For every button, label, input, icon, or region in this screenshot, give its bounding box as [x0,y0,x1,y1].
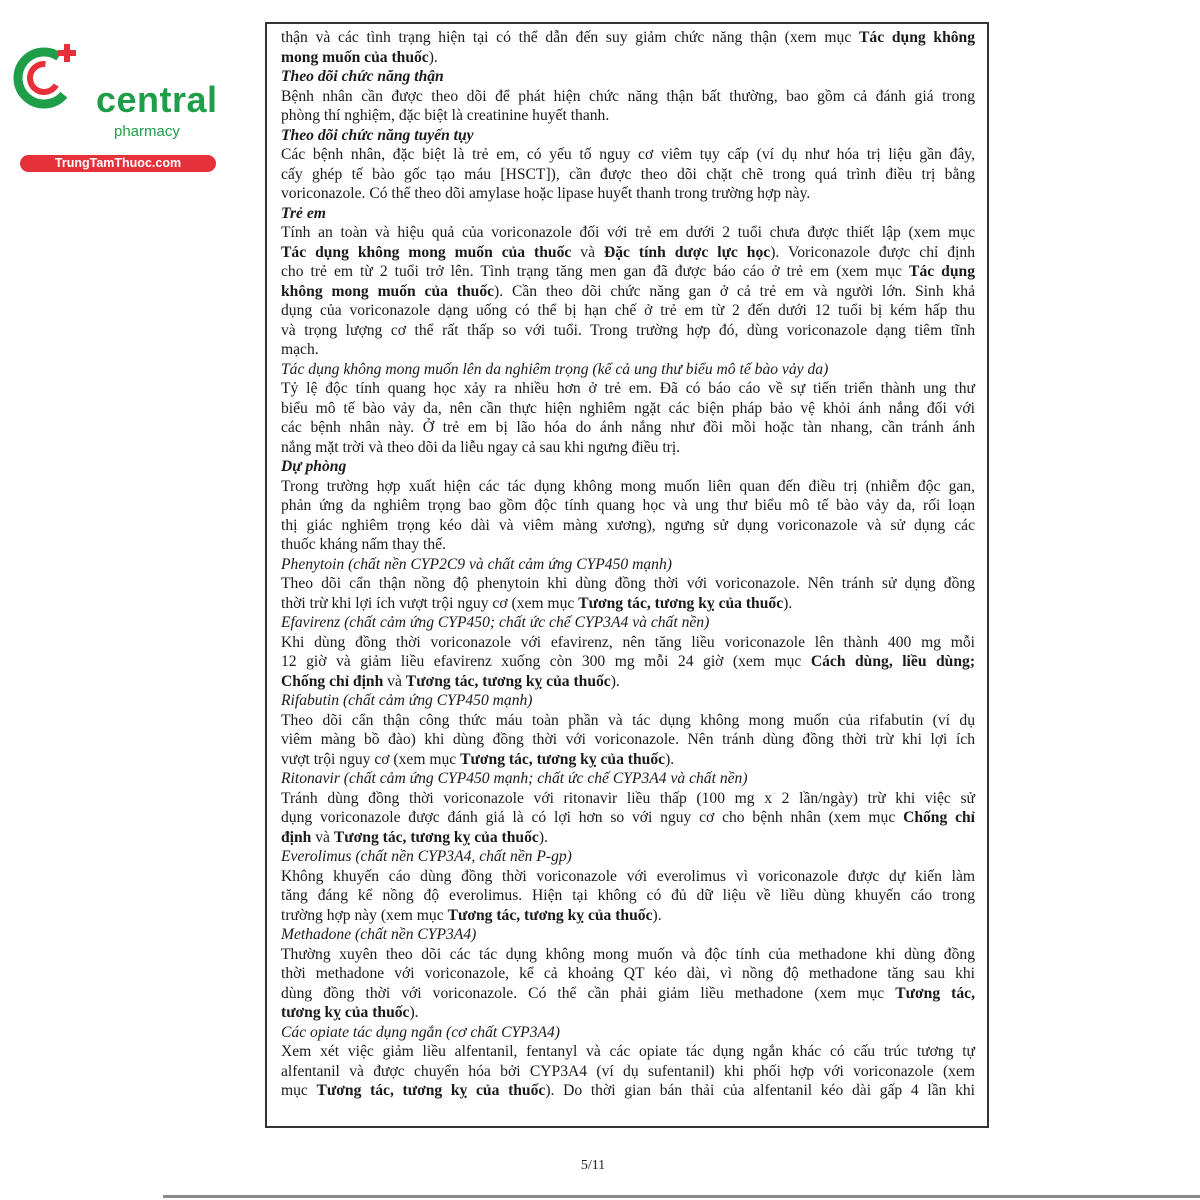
text-run: 12 giờ và giảm liều efavirenz xuống còn 300 mg mỗi 24 giờ (xem mục [281,653,811,670]
text-line [281,321,975,341]
text-line [281,594,975,614]
text-line [281,28,975,48]
text-run: thuốc kháng nấm thay thế. [281,536,446,553]
bold-reference: không mong muốn của thuốc [281,282,495,300]
bold-reference: Tương tác, tương kỵ của thuốc [447,906,653,924]
text-run: Xem xét việc giảm liều alfentanil, fentanyl và các opiate tác dụng ngắn khác có cấu trúc tương tự [281,1043,975,1060]
text-run: Thường xuyên theo dõi các tác dụng không mong muốn và độc tính của methadone khi dùng đồng [281,945,975,963]
bold-reference: định [281,828,312,846]
bold-reference: Chống chỉ [903,809,975,826]
text-line [281,750,975,770]
text-line [281,106,975,126]
brand-subtitle: pharmacy [114,123,180,140]
central-pharmacy-logo [8,38,218,170]
text-run: tăng đáng kể nồng độ everolimus. Hiện tại không có đủ dữ liệu về liều dùng khuyến cáo trong [281,887,975,904]
text-run: ). [538,828,548,846]
text-run: nắng mặt trời và theo dõi da liễu ngay cả sau khi ngưng điều trị. [281,438,681,456]
section-heading [281,126,975,146]
text-run: các bệnh nhân này. Ở trẻ em bị lão hóa do ánh nắng như đồi mồi hoặc tàn nhang, cần tránh ánh [281,419,975,436]
text-run: Dự phòng [281,458,347,475]
text-run: Bệnh nhân cần được theo dõi để phát hiện chức năng thận bất thường, bao gồm cả đánh giá trong [281,87,975,105]
page-number-text: 5/11 [580,1158,606,1173]
text-run: Tính an toàn và hiệu quả của voriconazole đối với trẻ em dưới 2 tuổi chưa được thiết lập (xem mục [281,224,975,241]
text-line [281,633,975,653]
text-line [281,184,975,204]
text-line [281,789,975,809]
text-line [281,379,975,399]
subsection-heading [281,847,975,867]
text-line [281,340,975,360]
text-line [281,477,975,497]
text-line [281,301,975,321]
text-line [281,399,975,419]
text-line [281,711,975,731]
text-run: và [383,672,406,690]
text-run: Các bệnh nhân, đặc biệt là trẻ em, có yếu tố nguy cơ viêm tụy cấp (ví dụ như hóa trị liệu gần đây, [281,146,975,163]
text-line [281,886,975,906]
text-run: Trẻ em [281,204,326,222]
logo-mark-icon [8,38,94,118]
bold-reference: Tác dụng [909,263,975,280]
text-run: Theo dõi chức năng tuyến tụy [281,126,474,144]
bold-reference: Đặc tính dược lực học [603,243,771,261]
text-run: biểu mô tế bào vảy da, nên cần thực hiện nghiêm ngặt các biện pháp bảo vệ khỏi ánh nắng đối với [281,399,975,417]
text-run: Trong trường hợp xuất hiện các tác dụng không mong muốn liên quan đến điều trị (nhiễm độc gan, [281,477,975,495]
text-line [281,418,975,438]
subsection-heading [281,613,975,633]
text-line [281,1081,975,1101]
text-line [281,145,975,165]
subsection-heading [281,360,975,380]
text-line [281,1003,975,1023]
bold-reference: Tương tác, tương kỵ của thuốc [460,750,666,768]
text-run: ). [665,750,675,768]
text-run: phản ứng da nghiêm trọng bao gồm độc tính quang học và ung thư biểu mô tế bào vảy da, rối loạn [281,497,975,514]
section-heading [281,457,975,477]
bold-reference: Tương tác, tương kỵ của thuốc [578,594,784,612]
text-run: Phenytoin (chất nền CYP2C9 và chất cảm ứng CYP450 mạnh) [281,555,672,573]
text-run: Everolimus (chất nền CYP3A4, chất nền P-gp) [281,848,572,865]
section-heading [281,67,975,87]
bold-reference: Tác dụng không [859,29,976,46]
text-run: dụng của voriconazole dạng uống có thể bị hạn chế ở trẻ em từ 2 đến dưới 12 tuổi bị kém hấp thu [281,302,975,319]
text-run: ). Voriconazole được chỉ định [770,243,975,261]
text-run: voriconazole. Có thể theo dõi amylase hoặc lipase huyết thanh trong trường hợp này. [281,185,811,202]
text-run: thị giác nghiêm trọng kéo dài và viêm màng xương), ngưng sử dụng voriconazole và sử dụng các [281,516,975,534]
section-heading [281,204,975,224]
bold-reference: Tương tác, [895,984,975,1002]
text-run: dụng voriconazole được đánh giá là có lợi hơn so với nguy cơ cho bệnh nhân (xem mục [281,809,904,826]
text-line [281,243,975,263]
bold-reference: mong muốn của thuốc [281,48,429,66]
subsection-heading [281,691,975,711]
bold-reference: Tương tác, tương kỵ của thuốc [405,672,611,690]
text-line [281,652,975,672]
text-run: và [311,828,334,846]
text-run: Các opiate tác dụng ngắn (cơ chất CYP3A4) [281,1023,561,1041]
text-line [281,165,975,185]
text-run: cho trẻ em từ 2 tuổi trở lên. Tình trạng tăng men gan đã được báo cáo ở trẻ em (xem mục [281,263,910,280]
text-run: vượt trội nguy cơ (xem mục [281,750,461,768]
text-run: phòng thí nghiệm, đặc biệt là creatinine huyết thanh. [281,107,610,124]
text-run: thời methadone với voriconazole, kể cả khoảng QT kéo dài, vì nồng độ methadone tăng sau khi [281,965,975,982]
text-run: mạch. [281,341,319,358]
text-line [281,984,975,1004]
text-run: dùng đồng thời với voriconazole. Có thể cần phải giảm liều methadone (xem mục [281,984,896,1002]
text-line [281,438,975,458]
text-run: thời trừ khi lợi ích vượt trội nguy cơ (xem mục [281,594,579,612]
text-line [281,672,975,692]
bold-reference: Chống chỉ định [281,672,384,690]
bottom-rule [163,1195,1200,1198]
text-run: ). [783,594,793,612]
text-line [281,867,975,887]
text-run: Tác dụng không mong muốn lên da nghiêm trọng (kể cả ung thư biểu mô tế bào vảy da) [281,360,829,378]
page-number [0,1158,1200,1174]
text-line [281,282,975,302]
text-run: Rifabutin (chất cảm ứng CYP450 mạnh) [281,692,533,709]
text-run: Tỷ lệ độc tính quang học xảy ra nhiều hơn ở trẻ em. Đã có báo cáo về sự tiến triển thành ung thư [281,380,975,397]
text-line [281,574,975,594]
text-line [281,1042,975,1062]
text-run: Theo dõi cẩn thận nồng độ phenytoin khi dùng đồng thời với voriconazole. Nên tránh sử dụng đồng [281,575,975,592]
text-run: và [571,243,604,261]
subsection-heading [281,925,975,945]
text-run: ). Do thời gian bán thải của alfentanil kéo dài gấp 4 lần khi [545,1082,976,1099]
bold-reference: Tương tác, tương kỵ của thuốc [333,828,539,846]
text-run: ). [652,906,662,924]
text-line [281,48,975,68]
text-run: ). [428,48,438,66]
text-line [281,730,975,750]
subsection-heading [281,555,975,575]
brand-name: central [96,79,218,120]
text-run: Efavirenz (chất cảm ứng CYP450; chất ức chế CYP3A4 và chất nền) [281,614,710,631]
text-line [281,964,975,984]
subsection-heading [281,1023,975,1043]
bold-reference: Cách dùng, liều dùng; [810,653,976,670]
text-run: Theo dõi chức năng thận [281,68,444,85]
bold-reference: Tác dụng không mong muốn của thuốc [281,243,572,261]
text-line [281,262,975,282]
text-line [281,496,975,516]
text-run: Methadone (chất nền CYP3A4) [281,926,477,943]
subsection-heading [281,769,975,789]
text-line [281,828,975,848]
text-run: mục [281,1082,317,1099]
text-run: Theo dõi cẩn thận công thức máu toàn phần và tác dụng không mong muốn của rifabutin (ví dụ [281,711,975,729]
document-body [265,22,989,1128]
text-run: ). [409,1004,419,1021]
text-run: ). Cần theo dõi chức năng gan ở cả trẻ em và người lớn. Sinh khả [494,282,975,300]
text-run: Không khuyến cáo dùng đồng thời voriconazole với everolimus vì voriconazole được dự kiến làm [281,867,975,885]
brand-site-banner: TrungTamThuoc.com [20,155,216,172]
bold-reference: Tương tác, tương kỵ của thuốc [316,1082,546,1099]
bold-reference: tương kỵ của thuốc [281,1004,410,1021]
text-line [281,223,975,243]
text-line [281,87,975,107]
text-run: thận và các tình trạng hiện tại có thể dẫn đến suy giảm chức năng thận (xem mục [281,29,859,46]
text-line [281,906,975,926]
text-line [281,535,975,555]
text-run: Khi dùng đồng thời voriconazole với efavirenz, nên tăng liều voriconazole lên thành 400 mg mỗi [281,633,975,651]
text-run: Ritonavir (chất cảm ứng CYP450 mạnh; chất ức chế CYP3A4 và chất nền) [281,770,748,787]
text-run: cấy ghép tế bào gốc tạo máu [HSCT]), cần được theo dõi chặt chẽ trong quá trình điều trị bằng [281,165,975,183]
text-run: ). [610,672,620,690]
text-line [281,945,975,965]
text-line [281,1062,975,1082]
text-run: alfentanil và được chuyển hóa bởi CYP3A4 (ví dụ sufentanil) khi phối hợp với voriconazole (xem [281,1062,975,1080]
text-run: trường hợp này (xem mục [281,906,448,924]
text-run: và trọng lượng cơ thể rất thấp so với tuổi. Trong trường hợp đó, dùng voriconazole dạng tiêm tĩnh [281,321,975,339]
text-line [281,516,975,536]
text-run: viêm màng bồ đào) khi dùng đồng thời với voriconazole. Nên tránh dùng đồng thời trừ khi lợi ích [281,731,975,748]
text-run: Tránh dùng đồng thời voriconazole với ritonavir liều thấp (100 mg x 2 lần/ngày) trừ khi việc sử [281,789,975,807]
text-line [281,808,975,828]
